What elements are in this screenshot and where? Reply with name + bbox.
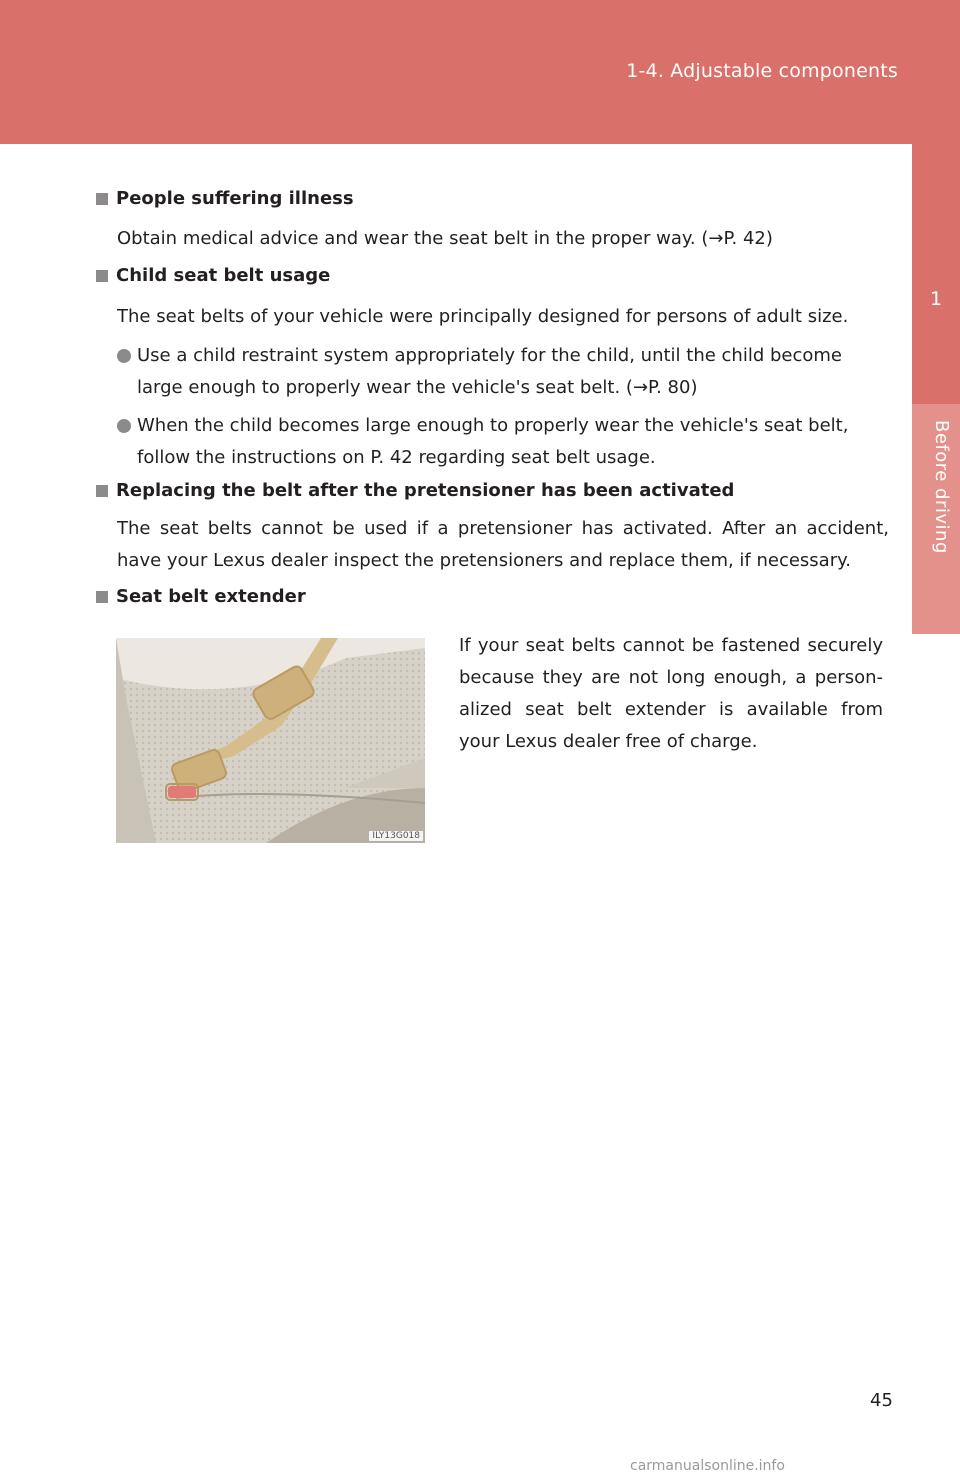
image-code: ILY13G018 [369,831,423,841]
square-bullet-icon [96,270,108,282]
bullet-dot-icon [117,419,131,433]
list-item [117,410,887,474]
heading-text: Seat belt extender [116,586,306,607]
square-bullet-icon [96,193,108,205]
heading-text: Child seat belt usage [116,265,331,286]
paragraph-illness: Obtain medical advice and wear the seat belt in the proper way. (→P. 42) [117,228,773,249]
square-bullet-icon [96,591,108,603]
side-tab [912,144,960,404]
heading-child [96,265,330,286]
heading-pretensioner [96,480,734,501]
list-item [117,340,887,404]
page-number: 45 [870,1390,893,1411]
list-item-text: When the child becomes large enough to properly wear the vehicle's seat belt, follow the instructions on P. 42 regarding seat belt usage. [137,415,849,468]
heading-text: Replacing the belt after the pretensioner has been activated [116,480,735,501]
square-bullet-icon [96,485,108,497]
page-header [0,0,960,144]
paragraph-extender: If your seat belts cannot be fastened securely because they are not long enough, a person-alized seat belt extender is available from your Lexus dealer free of charge. [459,635,883,752]
watermark: carmanualsonline.info [630,1458,785,1474]
heading-extender [96,586,306,607]
seat-illustration [116,638,425,843]
heading-illness [96,188,354,209]
chapter-label: Before driving [931,420,952,554]
paragraph-child: The seat belts of your vehicle were principally designed for persons of adult size. [117,306,849,327]
chapter-number: 1 [929,288,943,310]
heading-text: People suffering illness [116,188,354,209]
section-title: 1-4. Adjustable components [626,60,898,82]
seat-belt-extender-image [116,638,425,843]
bullet-dot-icon [117,349,131,363]
paragraph-pretensioner: The seat belts cannot be used if a pretensioner has activated. After an accident, have your Lexus dealer inspect the pretensioners and replace them, if necessary. [117,518,889,571]
list-item-text: Use a child restraint system appropriately for the child, until the child become large enough to properly wear the vehicle's seat belt. (→P. 80) [137,345,842,398]
